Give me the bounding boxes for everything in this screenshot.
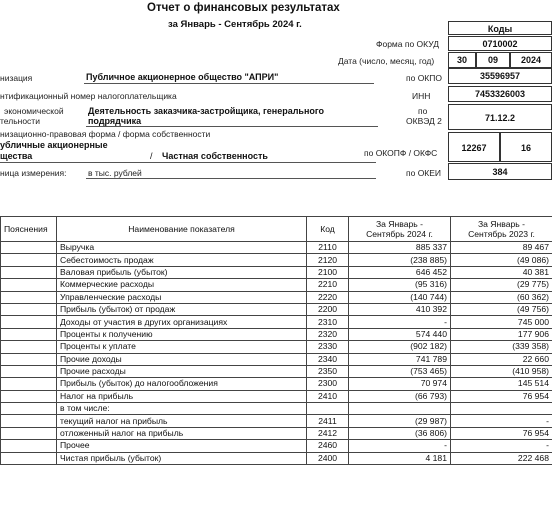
okpo-label: по ОКПО — [406, 73, 442, 83]
row-name: текущий налог на прибыль — [57, 415, 307, 427]
row-name: Проценты к получению — [57, 328, 307, 340]
header-name: Наименование показателя — [57, 217, 307, 242]
codes-header: Коды — [448, 21, 552, 35]
row-notes — [1, 390, 57, 402]
okud-code: 0710002 — [448, 36, 552, 51]
header-notes: Пояснения — [1, 217, 57, 242]
row-code: 2210 — [307, 279, 349, 291]
row-code: 2320 — [307, 328, 349, 340]
inn-label: ИНН — [412, 91, 431, 101]
row-name: Прибыль (убыток) от продаж — [57, 303, 307, 315]
row-current-value: (66 793) — [349, 390, 451, 402]
row-code: 2200 — [307, 303, 349, 315]
row-current-value — [349, 403, 451, 415]
date-day: 30 — [448, 52, 476, 68]
row-previous-value: 40 381 — [451, 266, 552, 278]
date-month: 09 — [476, 52, 510, 68]
row-current-value: 70 974 — [349, 378, 451, 390]
row-name: Себестоимость продаж — [57, 254, 307, 266]
row-notes — [1, 328, 57, 340]
row-current-value: 885 337 — [349, 242, 451, 254]
row-previous-value: - — [451, 415, 552, 427]
table-row — [1, 328, 552, 340]
okved-label-2: ОКВЭД 2 — [406, 116, 442, 126]
ownership-form: Частная собственность — [162, 151, 268, 161]
legal-form-label: низационно-правовая форма / форма собственности — [0, 129, 211, 139]
table-row — [1, 316, 552, 328]
table-row — [1, 291, 552, 303]
row-code: 2340 — [307, 353, 349, 365]
row-code: 2410 — [307, 390, 349, 402]
row-previous-value: 177 906 — [451, 328, 552, 340]
row-name: Коммерческие расходы — [57, 279, 307, 291]
activity-text-2: подрядчика — [88, 116, 142, 126]
okud-label: Форма по ОКУД — [376, 39, 439, 49]
row-code: 2220 — [307, 291, 349, 303]
row-current-value: (753 465) — [349, 365, 451, 377]
row-code: 2100 — [307, 266, 349, 278]
row-current-value: (36 806) — [349, 427, 451, 439]
legal-form-value-2: щества — [0, 151, 33, 161]
units-left-label: ница измерения: — [0, 168, 67, 178]
row-previous-value: 745 000 — [451, 316, 552, 328]
okei-code: 384 — [448, 163, 552, 180]
row-name: Доходы от участия в других организациях — [57, 316, 307, 328]
table-row — [1, 403, 552, 415]
row-name: Налог на прибыль — [57, 390, 307, 402]
okopf-code: 12267 — [448, 132, 500, 162]
row-notes — [1, 353, 57, 365]
row-previous-value: (60 362) — [451, 291, 552, 303]
table-row — [1, 365, 552, 377]
table-row — [1, 266, 552, 278]
row-current-value: - — [349, 316, 451, 328]
row-previous-value: 76 954 — [451, 390, 552, 402]
activity-text-1: Деятельность заказчика-застройщика, генерального — [88, 106, 325, 116]
row-current-value: (238 885) — [349, 254, 451, 266]
okfs-code: 16 — [500, 132, 552, 162]
row-name: Прочие доходы — [57, 353, 307, 365]
table-row — [1, 303, 552, 315]
row-previous-value: (410 958) — [451, 365, 552, 377]
row-notes — [1, 316, 57, 328]
okpo-code: 35596957 — [448, 68, 552, 84]
row-notes — [1, 403, 57, 415]
row-name: Проценты к уплате — [57, 341, 307, 353]
row-notes — [1, 365, 57, 377]
row-code: 2400 — [307, 452, 349, 464]
row-code: 2120 — [307, 254, 349, 266]
row-current-value: 4 181 — [349, 452, 451, 464]
table-row — [1, 440, 552, 452]
table-row — [1, 341, 552, 353]
units-value: в тыс. рублей — [88, 168, 142, 178]
row-previous-value: (339 358) — [451, 341, 552, 353]
row-notes — [1, 291, 57, 303]
table-row — [1, 378, 552, 390]
row-current-value: 646 452 — [349, 266, 451, 278]
table-row — [1, 279, 552, 291]
row-code: 2350 — [307, 365, 349, 377]
row-current-value: 741 789 — [349, 353, 451, 365]
report-period: за Январь - Сентябрь 2024 г. — [168, 19, 302, 30]
row-notes — [1, 266, 57, 278]
legal-form-value-1: убличные акционерные — [0, 140, 108, 150]
row-current-value: (902 182) — [349, 341, 451, 353]
row-current-value: (140 744) — [349, 291, 451, 303]
legal-form-slash: / — [150, 151, 153, 161]
row-code: 2460 — [307, 440, 349, 452]
table-row — [1, 390, 552, 402]
row-name: Прочие расходы — [57, 365, 307, 377]
financial-results-table — [0, 216, 552, 465]
row-code — [307, 403, 349, 415]
row-previous-value: 89 467 — [451, 242, 552, 254]
table-row — [1, 452, 552, 464]
header-current-period: За Январь - Сентябрь 2024 г. — [349, 217, 451, 242]
header-code: Код — [307, 217, 349, 242]
row-name: Валовая прибыль (убыток) — [57, 266, 307, 278]
inn-code: 7453326003 — [448, 86, 552, 102]
row-name: Выручка — [57, 242, 307, 254]
row-notes — [1, 254, 57, 266]
row-code: 2330 — [307, 341, 349, 353]
okved-label-1: по — [418, 106, 428, 116]
date-year: 2024 — [510, 52, 552, 68]
table-header-row — [1, 217, 552, 242]
row-notes — [1, 440, 57, 452]
row-previous-value: 22 660 — [451, 353, 552, 365]
row-previous-value: 222 468 — [451, 452, 552, 464]
row-code: 2300 — [307, 378, 349, 390]
row-current-value: (95 316) — [349, 279, 451, 291]
row-previous-value: 145 514 — [451, 378, 552, 390]
table-row — [1, 242, 552, 254]
row-current-value: - — [349, 440, 451, 452]
row-name: Прочее — [57, 440, 307, 452]
row-previous-value: 76 954 — [451, 427, 552, 439]
table-row — [1, 427, 552, 439]
org-left-label: низация — [0, 73, 33, 83]
row-code: 2110 — [307, 242, 349, 254]
report-title: Отчет о финансовых результатах — [147, 2, 340, 14]
table-row — [1, 353, 552, 365]
row-current-value: 410 392 — [349, 303, 451, 315]
okei-label: по ОКЕИ — [406, 168, 442, 178]
table-row — [1, 254, 552, 266]
row-name: Чистая прибыль (убыток) — [57, 452, 307, 464]
row-notes — [1, 427, 57, 439]
inn-left-label: нтификационный номер налогоплательщика — [0, 91, 177, 101]
row-name: Управленческие расходы — [57, 291, 307, 303]
header-previous-period: За Январь - Сентябрь 2023 г. — [451, 217, 552, 242]
row-current-value: (29 987) — [349, 415, 451, 427]
okopf-label: по ОКОПФ / ОКФС — [364, 148, 438, 158]
row-code: 2310 — [307, 316, 349, 328]
row-current-value: 574 440 — [349, 328, 451, 340]
row-notes — [1, 452, 57, 464]
table-row — [1, 415, 552, 427]
row-code: 2411 — [307, 415, 349, 427]
activity-left-label-2: тельности — [0, 116, 40, 126]
row-previous-value: (49 086) — [451, 254, 552, 266]
row-name: Прибыль (убыток) до налогообложения — [57, 378, 307, 390]
row-previous-value — [451, 403, 552, 415]
row-previous-value: (49 756) — [451, 303, 552, 315]
okved-code: 71.12.2 — [448, 104, 552, 130]
row-notes — [1, 378, 57, 390]
activity-left-label-1: экономической — [4, 106, 64, 116]
row-name: отложенный налог на прибыль — [57, 427, 307, 439]
row-name: в том числе: — [57, 403, 307, 415]
row-notes — [1, 279, 57, 291]
row-notes — [1, 303, 57, 315]
row-previous-value: - — [451, 440, 552, 452]
row-code: 2412 — [307, 427, 349, 439]
row-notes — [1, 341, 57, 353]
date-label: Дата (число, месяц, год) — [338, 56, 435, 66]
row-notes — [1, 415, 57, 427]
row-previous-value: (29 775) — [451, 279, 552, 291]
row-notes — [1, 242, 57, 254]
org-name: Публичное акционерное общество "АПРИ" — [86, 72, 279, 82]
